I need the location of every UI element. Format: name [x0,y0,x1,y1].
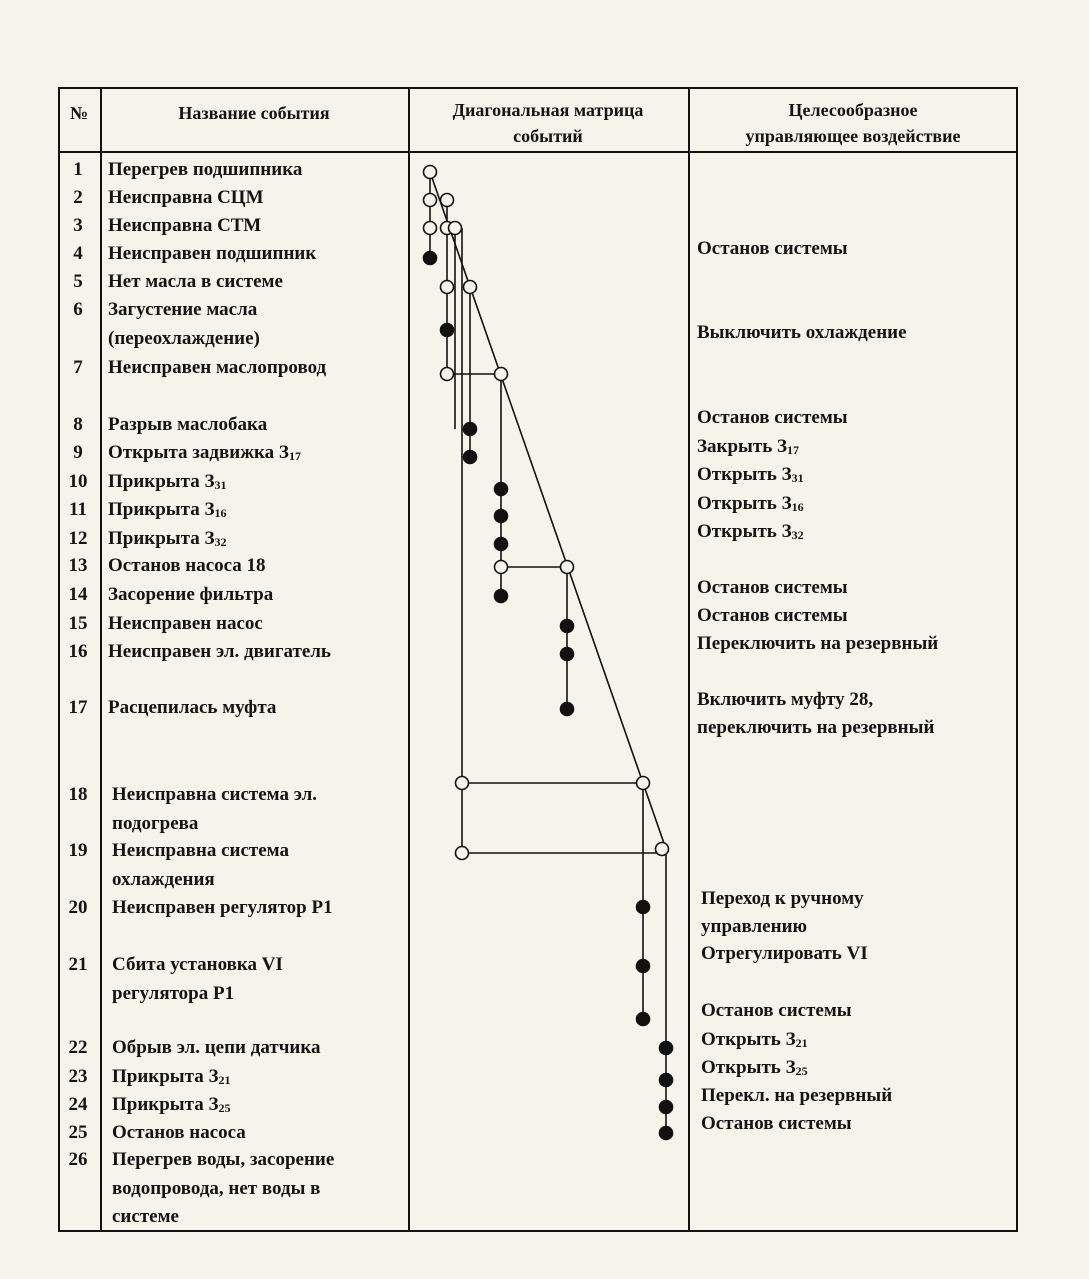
matrix-node-filled [464,423,477,436]
action-item: Останов системы [697,238,848,259]
matrix-node-filled [660,1127,673,1140]
subscript-index: 16 [791,500,804,514]
action-item: Выключить охлаждение [697,322,907,343]
row-event-line: системе [112,1206,179,1227]
row-event-line: водопровода, нет воды в [112,1177,321,1199]
matrix-node-open [441,194,454,207]
row-number: 14 [68,584,88,605]
row-event-line: Неисправна СТМ [108,215,262,236]
row-event-line: Останов насоса [112,1122,246,1143]
row-event-line: Загустение масла [108,299,258,320]
row-event-line: Разрыв маслобака [108,414,268,435]
row-number: 7 [73,357,83,378]
action-item: Останов системы [697,407,848,428]
row-event-line: Сбита установка VI [112,954,283,975]
subscript-index: 25 [795,1064,808,1078]
matrix-node-filled [561,703,574,716]
subscript-index: 32 [791,528,804,542]
matrix-node-filled [495,510,508,523]
matrix-node-filled [660,1074,673,1087]
action-item: Открыть $З_{21}$ [701,1029,808,1050]
row-event-line: Неисправна СЦМ [108,187,264,208]
row-number: 10 [68,471,88,492]
subscript-index: 17 [288,449,301,463]
row-number: 16 [68,641,88,662]
row-event-line: Неисправен насос [108,613,263,634]
row-event-line: Неисправен подшипник [108,243,317,264]
subscript-index: 16 [214,506,227,520]
row-number: 12 [68,528,88,549]
matrix-node-filled [495,590,508,603]
matrix-node-filled [561,620,574,633]
header-num: № [69,103,89,123]
row-number: 22 [68,1037,88,1058]
matrix-node-open [464,281,477,294]
matrix-node-filled [660,1101,673,1114]
action-item: Открыть $З_{16}$ [697,493,804,514]
matrix-node-filled [441,324,454,337]
row-event-line: Неисправен эл. двигатель [108,641,331,662]
header-matrix-line2: событий [513,126,583,146]
matrix-node-open [441,281,454,294]
row-event-line: Засорение фильтра [108,584,274,605]
matrix-node-filled [495,483,508,496]
row-event-line: Неисправен регулятор Р1 [112,897,333,918]
matrix-node-filled [424,252,437,265]
row-number: 13 [68,555,88,576]
row-event-name: Открыта задвижка $З_{17}$ [108,442,301,463]
matrix-node-filled [660,1042,673,1055]
row-number: 26 [68,1149,88,1170]
header-action-line1: Целесообразное [788,100,918,120]
row-event-line: Расцепилась муфта [108,697,277,718]
action-item: переключить на резервный [697,717,935,738]
matrix-node-open [495,561,508,574]
action-item: Открыть $З_{32}$ [697,521,804,542]
matrix-node-open [561,561,574,574]
action-item: Открыть $З_{25}$ [701,1057,808,1078]
action-item: Останов системы [697,577,848,598]
action-item: управлению [701,916,808,937]
row-event-line: охлаждения [112,868,215,890]
subscript-index: 32 [214,535,227,549]
subscript-index: 17 [787,443,800,457]
row-number: 25 [68,1122,88,1143]
subscript-index: 25 [218,1101,231,1115]
row-number: 6 [73,299,83,320]
header-event: Название события [178,103,330,123]
subscript-index: 31 [214,478,227,492]
row-event-line: Останов насоса 18 [108,555,266,576]
matrix-node-open [456,777,469,790]
matrix-node-open [456,847,469,860]
row-event-line: (переохлаждение) [108,327,260,349]
action-item: Переход к ручному [701,888,864,909]
subscript-index: 31 [791,471,804,485]
matrix-node-open [637,777,650,790]
row-event-line: Неисправна система эл. [112,784,317,805]
row-number: 15 [68,613,88,634]
row-event-line: Неисправен маслопровод [108,357,327,378]
header-matrix-line1: Диагональная матрица [452,100,644,120]
row-number: 9 [73,442,83,463]
row-event-name: Прикрыта $З_{25}$ [112,1094,231,1115]
action-item: Переключить на резервный [697,633,939,654]
matrix-node-open [495,368,508,381]
matrix-node-filled [637,1013,650,1026]
row-number: 18 [68,784,88,805]
row-event-line: Перегрев воды, засорение [112,1149,335,1170]
row-event-line: подогрева [112,812,199,834]
action-item: Останов системы [701,1113,852,1134]
action-item: Закрыть $З_{17}$ [697,436,800,457]
row-number: 17 [68,697,88,718]
row-number: 21 [68,954,88,975]
matrix-node-open [441,368,454,381]
row-event-name: Прикрыта $З_{16}$ [108,499,227,520]
row-event-line: Перегрев подшипника [108,159,303,180]
matrix-node-open [656,843,669,856]
row-number: 8 [73,414,83,435]
action-item: Отрегулировать VI [701,943,868,964]
header-action-line2: управляющее воздействие [745,126,961,146]
matrix-node-filled [637,901,650,914]
matrix-node-open [424,222,437,235]
subscript-index: 21 [795,1036,808,1050]
action-item: Включить муфту 28, [697,689,874,710]
matrix-node-filled [637,960,650,973]
action-item: Останов системы [701,1000,852,1021]
row-number: 23 [68,1066,88,1087]
row-event-name: Прикрыта $З_{31}$ [108,471,227,492]
row-number: 1 [73,159,83,180]
matrix-diagonal [430,172,666,849]
row-number: 4 [73,243,83,264]
row-number: 2 [73,187,83,208]
action-item: Открыть $З_{31}$ [697,464,804,485]
row-number: 19 [68,840,88,861]
row-number: 11 [69,499,87,520]
row-number: 5 [73,271,83,292]
row-event-line: Нет масла в системе [108,271,283,292]
action-item: Перекл. на резервный [701,1085,893,1106]
matrix-node-open [424,166,437,179]
matrix-node-open [449,222,462,235]
matrix-node-open [424,194,437,207]
row-event-line: Обрыв эл. цепи датчика [112,1037,321,1058]
row-event-name: Прикрыта $З_{32}$ [108,528,227,549]
row-event-name: Прикрыта $З_{21}$ [112,1066,231,1087]
matrix-node-filled [464,451,477,464]
row-event-line: регулятора Р1 [112,982,235,1004]
matrix-node-filled [495,538,508,551]
row-event-line: Неисправна система [112,840,289,861]
row-number: 24 [68,1094,88,1115]
row-number: 3 [73,215,83,236]
subscript-index: 21 [218,1073,231,1087]
matrix-node-filled [561,648,574,661]
row-number: 20 [68,897,88,918]
action-item: Останов системы [697,605,848,626]
